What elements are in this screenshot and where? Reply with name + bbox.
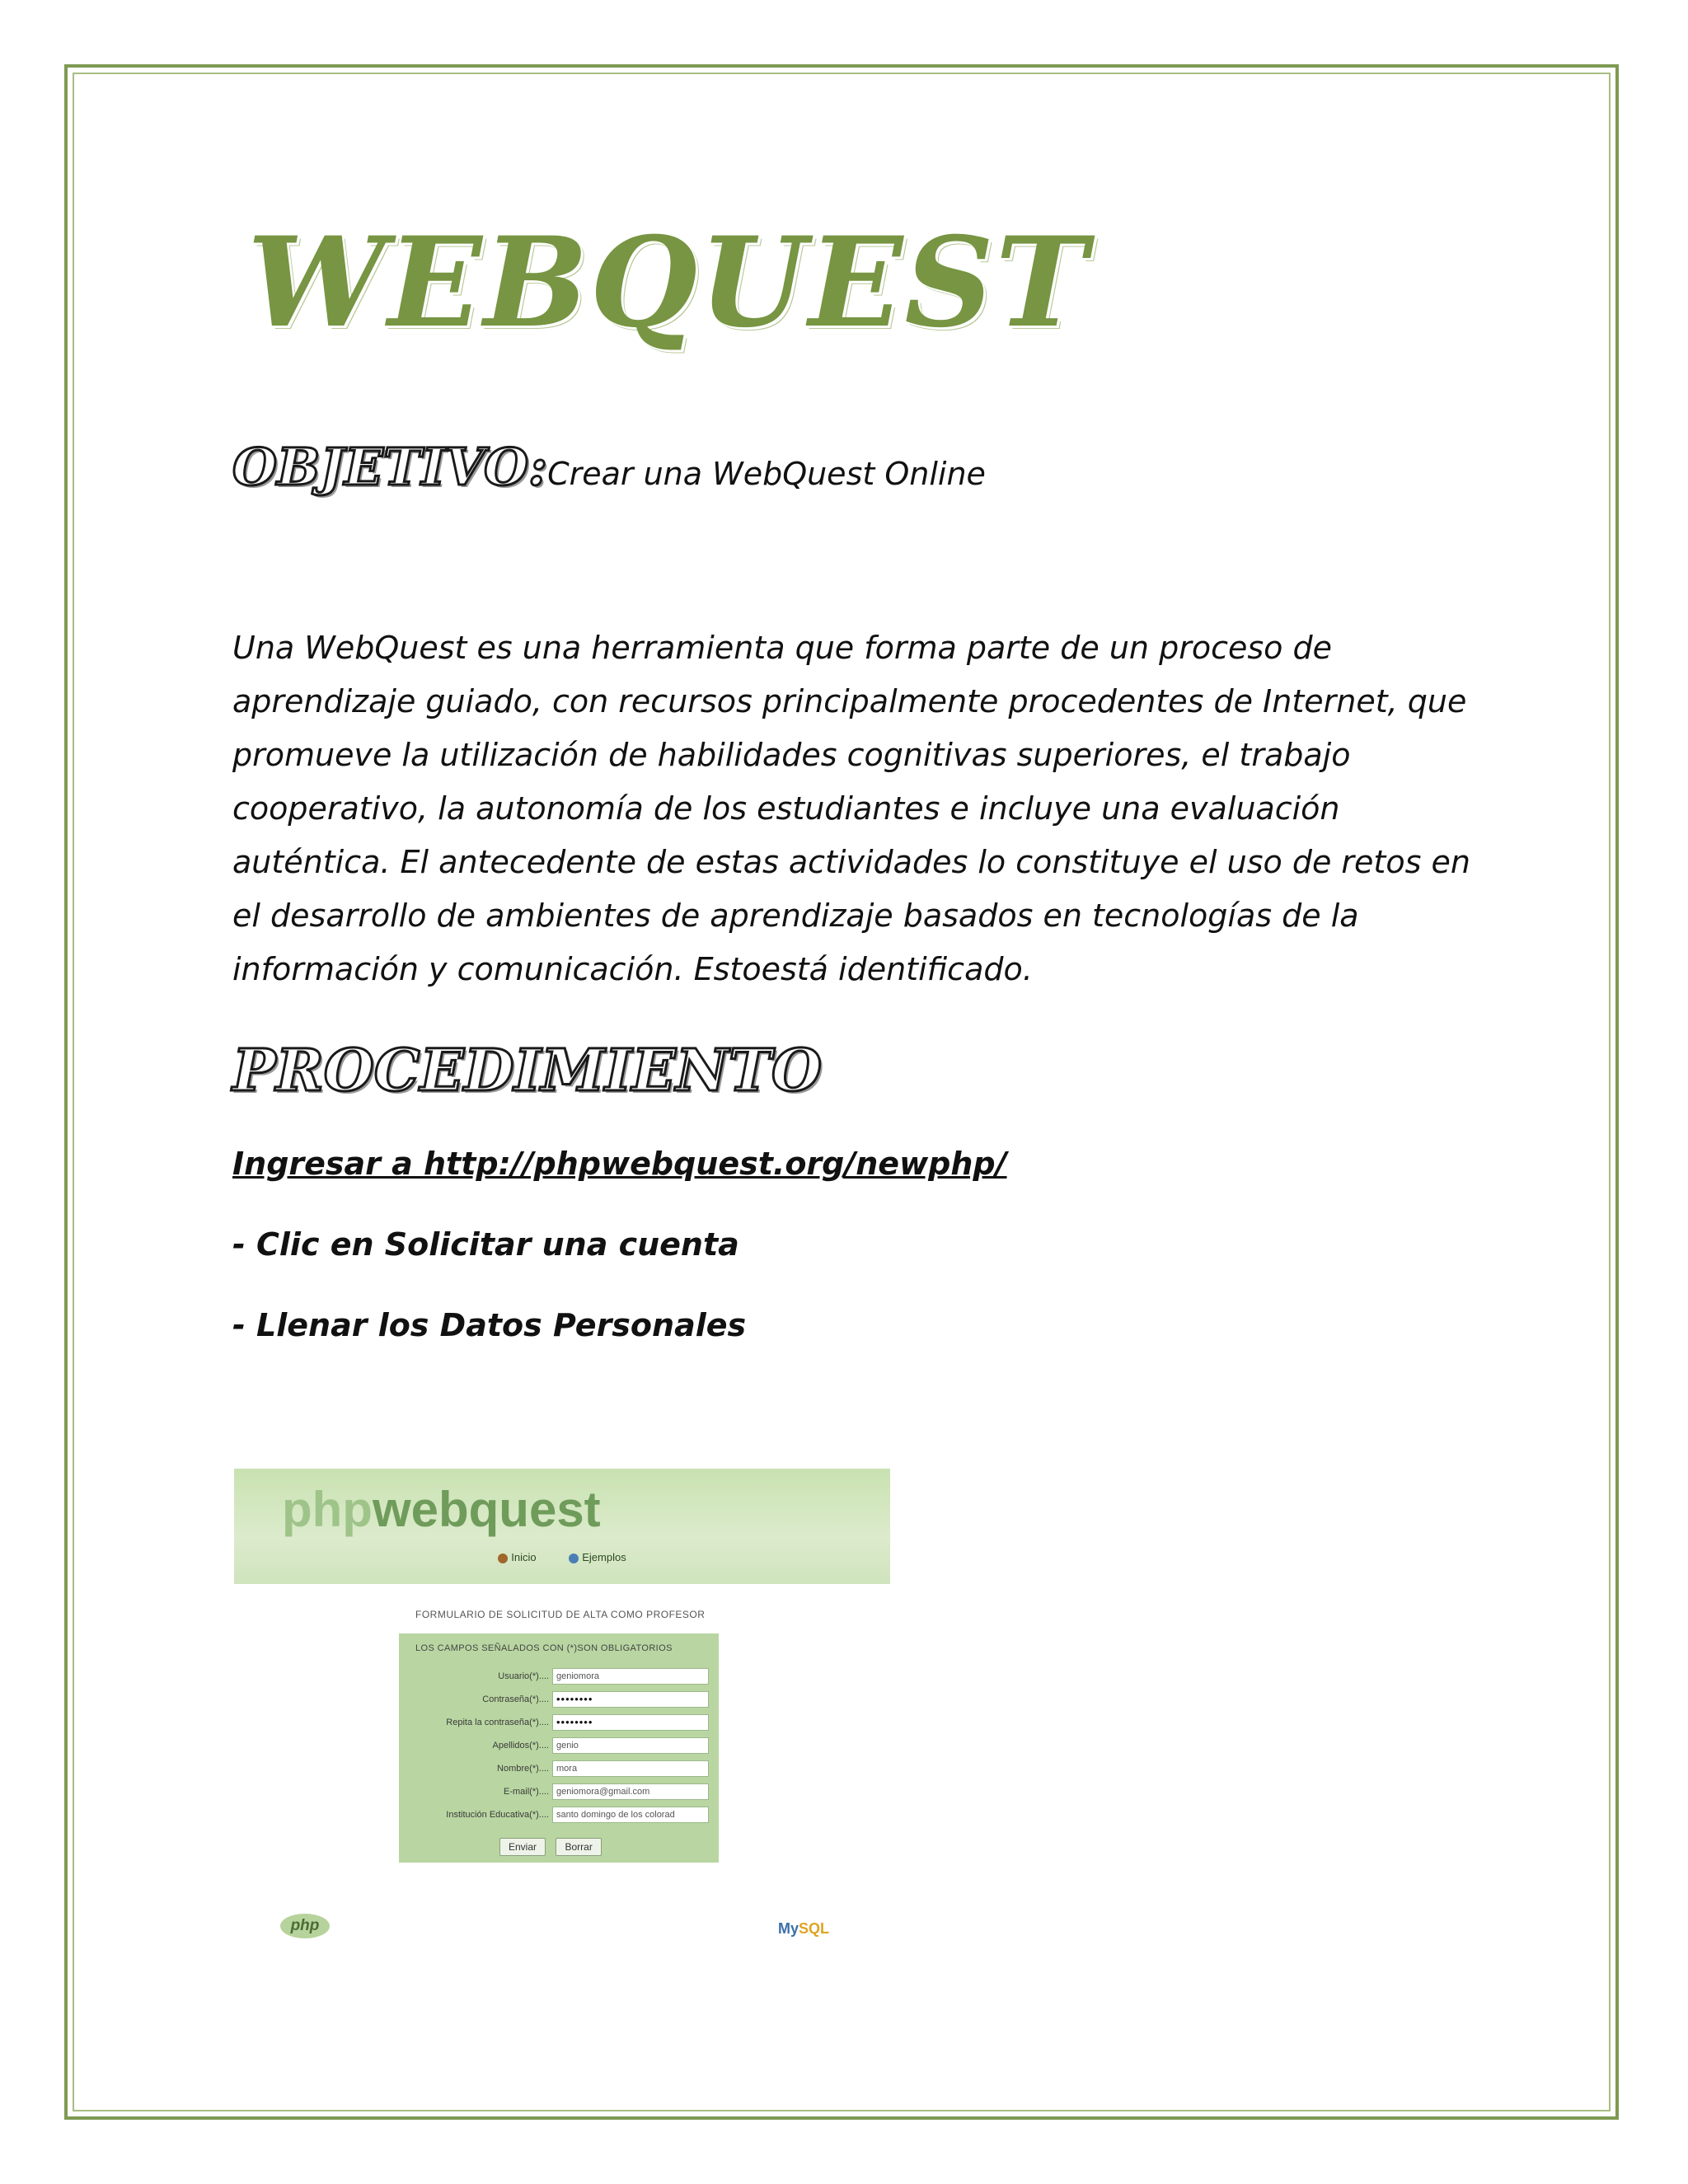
password-field[interactable]: ••••••••: [552, 1691, 709, 1708]
logo-webquest-text: webquest: [372, 1482, 601, 1537]
email-field[interactable]: geniomora@gmail.com: [552, 1783, 709, 1800]
enviar-button[interactable]: Enviar: [499, 1838, 546, 1856]
field-label: Apellidos(*)....: [492, 1741, 549, 1750]
form-row-institucion: [399, 1807, 719, 1825]
objective-label: OBJETIVO:: [232, 437, 548, 497]
intro-paragraph: Una WebQuest es una herramienta que forma parte de un proceso de aprendizaje guiado, con recursos principalmente procedentes de Internet, que promueve la utilización de habilidades cognitivas superiores, el trabajo cooperativo, la autonomía de los estudiantes e incluye una evaluación auténtica. El antecedente de estas actividades lo constituye el uso de retos en el desarrollo de ambientes de aprendizaje basados en tecnologías de la información y comunicación. Estoestá identificado.: [232, 630, 1470, 987]
logo-php-text: php: [282, 1482, 373, 1537]
screenshot-header: [234, 1469, 890, 1584]
home-icon: [498, 1554, 508, 1563]
form-row-usuario: [399, 1668, 719, 1686]
embedded-screenshot: [234, 1469, 890, 1953]
step-request-account: - Clic en Solicitar una cuenta: [232, 1226, 739, 1263]
institucion-field[interactable]: santo domingo de los colorad: [552, 1807, 709, 1823]
step-url-link[interactable]: Ingresar a http://phpwebquest.org/newphp/: [232, 1146, 1007, 1182]
field-label: Contraseña(*)....: [482, 1694, 549, 1704]
globe-icon: [569, 1554, 579, 1563]
nav-item-inicio[interactable]: Inicio: [498, 1551, 536, 1563]
signup-form: [399, 1633, 719, 1863]
form-note: LOS CAMPOS SEÑALADOS CON (*)SON OBLIGATORIOS: [415, 1643, 673, 1653]
field-label: Nombre(*)....: [497, 1764, 549, 1774]
objective-text: Crear una WebQuest Online: [547, 456, 986, 492]
password-repeat-field[interactable]: ••••••••: [552, 1714, 709, 1731]
procedure-heading: PROCEDIMIENTO: [232, 1036, 822, 1104]
objective-line: [232, 437, 986, 497]
form-row-email: [399, 1783, 719, 1802]
mysql-logo: MySQL: [778, 1920, 830, 1937]
field-label: Repita la contraseña(*)....: [446, 1718, 549, 1727]
form-buttons: [499, 1838, 608, 1856]
form-row-nombre: [399, 1760, 719, 1779]
field-label: E-mail(*)....: [504, 1787, 549, 1797]
form-title: FORMULARIO DE SOLICITUD DE ALTA COMO PROFESOR: [415, 1609, 706, 1620]
document-title: WEBQUEST: [247, 210, 1090, 355]
field-label: Institución Educativa(*)....: [446, 1810, 549, 1820]
field-label: Usuario(*)....: [498, 1671, 549, 1681]
usuario-field[interactable]: geniomora: [552, 1668, 709, 1685]
nombre-field[interactable]: mora: [552, 1760, 709, 1777]
borrar-button[interactable]: Borrar: [556, 1838, 601, 1856]
phpwebquest-logo: [282, 1482, 601, 1537]
form-row-repita: [399, 1714, 719, 1732]
screenshot-nav: [234, 1551, 890, 1563]
nav-item-ejemplos[interactable]: Ejemplos: [569, 1551, 626, 1563]
form-row-contrasena: [399, 1691, 719, 1709]
php-logo: php: [280, 1914, 330, 1938]
form-row-apellidos: [399, 1737, 719, 1755]
apellidos-field[interactable]: genio: [552, 1737, 709, 1754]
step-fill-data: - Llenar los Datos Personales: [232, 1307, 747, 1343]
